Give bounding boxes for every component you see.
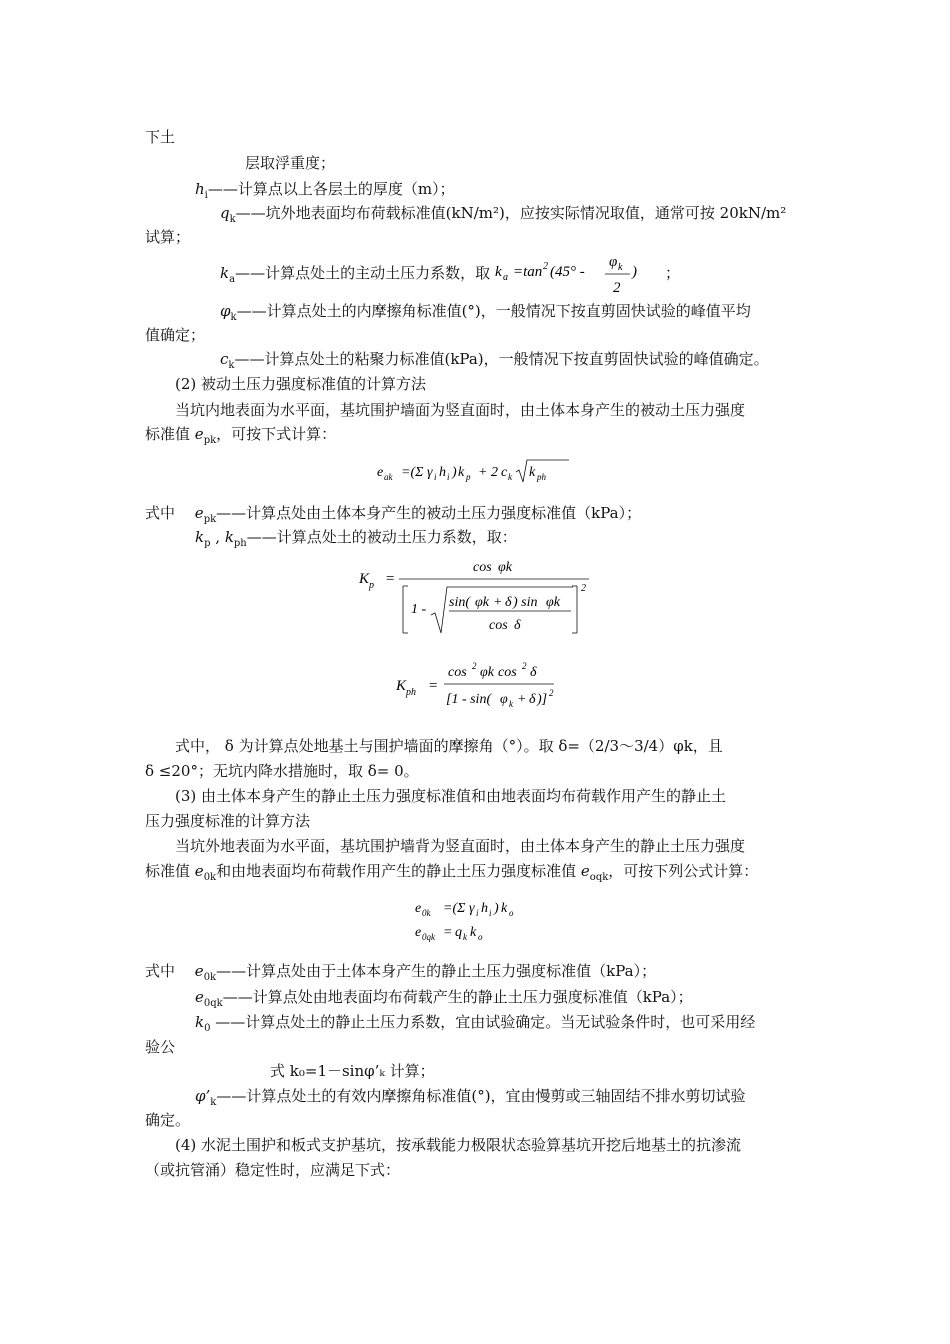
text-line: ； [665, 264, 681, 282]
svg-text:cos: cos [473, 560, 492, 575]
svg-text:k: k [470, 925, 477, 940]
svg-text:ph: ph [406, 687, 416, 698]
svg-text:2: 2 [543, 261, 548, 272]
svg-text:ak: ak [384, 472, 393, 482]
text-line: 标准值 $e_{0k}$和由地表面均布荷载作用产生的静止土压力强度标准值 $e_{oqk}$，可按下列公式计算： [145, 862, 759, 883]
text-line: δ ≤20°；无坑内降水措施时，取 δ= 0。 [145, 762, 419, 780]
section-heading: (4) 水泥土围护和板式支护基坑，按承载能力极限状态验算基坑开挖后地基土的抗渗流 [175, 1136, 742, 1154]
svg-text:k: k [509, 699, 513, 709]
svg-text:=tan: =tan [513, 264, 543, 280]
svg-text:e: e [377, 465, 384, 480]
svg-text:φk: φk [475, 595, 489, 610]
text-line: $e_{0qk}——$计算点处由地表面均布荷载产生的静止土压力强度标准值（kPa）； [195, 988, 693, 1009]
text-line: 式 k₀=1－sinφ’ₖ 计算； [270, 1062, 435, 1080]
svg-text:e: e [415, 925, 422, 940]
svg-text:δ: δ [505, 595, 512, 610]
text-line: 式中 $e_{0k}——$计算点处由于土体本身产生的静止土压力强度标准值（kPa）； [145, 962, 657, 983]
text-line: 验公 [145, 1038, 176, 1056]
svg-text:i: i [447, 472, 450, 482]
svg-text:0qk: 0qk [422, 932, 435, 942]
svg-text:): ) [452, 465, 457, 480]
svg-text:k: k [529, 465, 536, 480]
svg-text:h: h [481, 901, 488, 916]
svg-text:δ: δ [529, 692, 536, 707]
svg-text:p: p [466, 472, 471, 482]
text-line: $k_a——$计算点处土的主动土压力系数，取 [220, 264, 491, 285]
text-line: 式中， δ 为计算点处地基土与围护墙面的摩擦角（°）。取 δ=（2/3～3/4）φk，且 [175, 737, 723, 755]
svg-text:a: a [503, 272, 508, 283]
svg-text:2: 2 [549, 688, 554, 698]
svg-text:): ) [494, 901, 499, 916]
svg-text:c: c [501, 465, 508, 480]
svg-text:p: p [369, 580, 374, 591]
svg-text:K: K [396, 678, 407, 694]
svg-text:h: h [439, 465, 446, 480]
svg-text:o: o [509, 908, 514, 918]
section-heading: (2) 被动土压力强度标准值的计算方法 [175, 375, 427, 393]
svg-text:δ: δ [514, 618, 521, 633]
text-line: （或抗管涌）稳定性时，应满足下式： [145, 1161, 401, 1179]
svg-text:cos: cos [489, 618, 508, 633]
svg-text:1 -: 1 - [411, 602, 427, 617]
svg-text:δ: δ [530, 665, 537, 680]
svg-text:+: + [517, 692, 527, 707]
text-line: 层取浮重度； [245, 154, 336, 172]
svg-text:φ: φ [609, 254, 618, 270]
svg-text:k: k [495, 264, 502, 280]
svg-text:)]: )] [537, 692, 548, 707]
text-line: 标准值 $e_{pk}$，可按下式计算： [145, 425, 337, 446]
epk-equation [375, 456, 585, 495]
svg-text:+: + [493, 595, 503, 610]
text-line: $c_k——$计算点处土的粘聚力标准值(kPa)，一般情况下按直剪固快试验的峰值确定。 [220, 350, 769, 371]
text-line: 值确定； [145, 326, 206, 344]
svg-text:k: k [458, 465, 465, 480]
svg-text:ph: ph [537, 472, 546, 482]
svg-text:=: = [385, 571, 396, 587]
svg-text:[1 - sin(: [1 - sin( [446, 692, 492, 707]
svg-text:=: = [428, 678, 439, 694]
svg-text:cos: cos [448, 665, 467, 680]
svg-text:+ 2: + 2 [478, 465, 498, 480]
e0k-equations [413, 894, 553, 953]
svg-text:φk: φk [480, 665, 494, 680]
svg-text:=(Σ: =(Σ [443, 901, 466, 916]
svg-text:φk: φk [546, 595, 560, 610]
svg-text:k: k [618, 262, 623, 273]
kph-equation [392, 656, 572, 717]
svg-text:0k: 0k [422, 908, 431, 918]
text-line: 式中 $e_{pk}——$计算点处由土体本身产生的被动土压力强度标准值（kPa）； [145, 504, 642, 525]
svg-text:φ: φ [500, 692, 508, 707]
svg-text:(45° -: (45° - [550, 264, 585, 280]
text-line: $\varphi_k——$计算点处土的内摩擦角标准值(°)，一般情况下按直剪固快试验的峰值平均 [220, 302, 751, 323]
svg-text:k: k [508, 472, 512, 482]
text-line: 当坑内地表面为水平面，基坑围护墙面为竖直面时，由土体本身产生的被动土压力强度 [175, 401, 746, 419]
text-line: 试算； [145, 228, 191, 246]
svg-text:e: e [415, 901, 422, 916]
text-line: $k_p$ , $k_{ph}——$计算点处土的被动土压力系数，取： [195, 528, 517, 549]
text-line: $h_i——$计算点以上各层土的厚度（m）； [195, 180, 455, 201]
svg-text:) sin: ) sin [513, 595, 538, 610]
svg-text:=(Σ: =(Σ [401, 465, 424, 480]
svg-text:2: 2 [522, 661, 527, 671]
text-line: 当坑外地表面为水平面，基坑围护墙背为竖直面时，由土体本身产生的静止土压力强度 [175, 837, 746, 855]
svg-text:2: 2 [581, 583, 586, 594]
text-line: $q_k——$坑外地表面均布荷载标准值(kN/m²)，应按实际情况取值，通常可按 20kN/m² [220, 204, 787, 225]
svg-text:o: o [478, 932, 483, 942]
svg-text:=: = [443, 925, 453, 940]
svg-text:q: q [455, 925, 462, 940]
section-heading: (3) 由土体本身产生的静止土压力强度标准值和由地表面均布荷载作用产生的静止土 [175, 787, 727, 805]
svg-text:sin(: sin( [449, 595, 470, 610]
svg-text:i: i [489, 908, 492, 918]
svg-text:2: 2 [472, 661, 477, 671]
svg-text:i: i [434, 472, 437, 482]
text-line: $\varphi’_k——$计算点处土的有效内摩擦角标准值(°)，宜由慢剪或三轴固结不排水剪切试验 [195, 1087, 746, 1108]
svg-text:γ: γ [469, 901, 475, 916]
svg-text:cos: cos [498, 665, 517, 680]
svg-text:k: k [463, 932, 467, 942]
text-line: 压力强度标准的计算方法 [145, 812, 311, 830]
text-line: $k_0$ ——计算点处土的静止土压力系数，宜由试验确定。当无试验条件时，也可采用经 [195, 1013, 756, 1034]
svg-text:2: 2 [613, 280, 621, 296]
ka-equation [493, 250, 663, 303]
kp-equation [355, 553, 605, 646]
text-line: 下土 [145, 128, 176, 146]
svg-text:γ: γ [427, 465, 433, 480]
svg-text:i: i [476, 908, 479, 918]
text-line: 确定。 [145, 1111, 191, 1129]
svg-text:K: K [359, 571, 370, 587]
svg-text:φk: φk [498, 560, 512, 575]
svg-text:k: k [501, 901, 508, 916]
svg-text:): ) [632, 264, 637, 280]
